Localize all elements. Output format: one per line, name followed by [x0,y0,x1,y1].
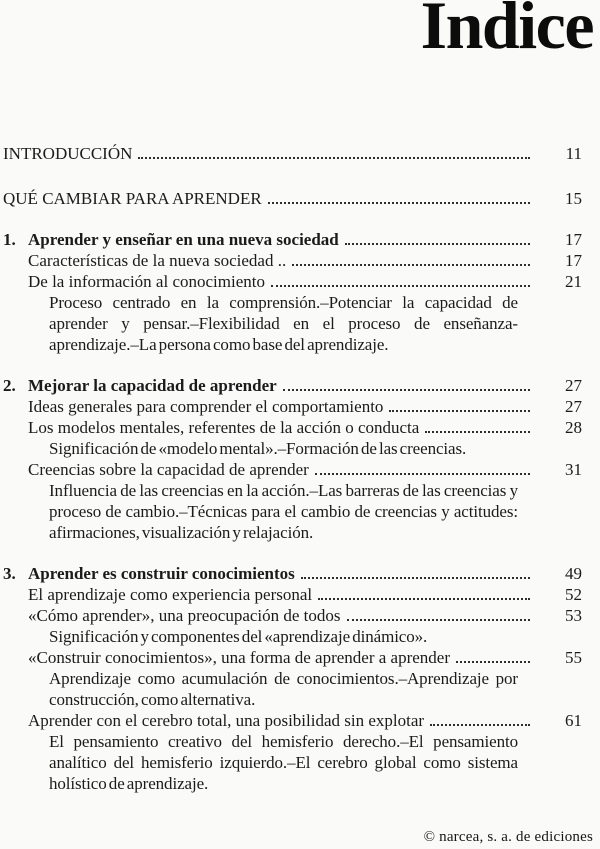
toc-page-number: 53 [565,606,582,625]
toc-entry [3,250,582,271]
toc-entry-label: Aprender es construir conocimientos [28,564,295,583]
toc-entry-label: Ideas generales para comprender el comportamiento [28,397,384,416]
toc-entry [3,229,582,250]
dotted-leader [283,389,530,391]
toc-entry-label: «Construir conocimientos», una forma de aprender a aprender [28,648,451,667]
toc-page-number: 61 [565,711,582,730]
page-title: Indice [420,0,593,63]
dotted-leader [347,619,530,621]
toc-entry-label: «Cómo aprender», una preocupación de todos [28,606,341,625]
dotted-leader [292,264,530,266]
toc-entry [3,480,518,543]
dotted-leader [456,661,530,663]
toc-entry-number: 2. [3,376,16,395]
toc-entry-label: Características de la nueva sociedad .. [28,251,287,270]
toc-entry [3,626,518,647]
toc-entry [3,417,582,438]
toc-entry [3,375,582,396]
toc-entry-label: El aprendizaje como experiencia personal [28,585,313,604]
toc-entry [3,668,518,710]
toc-page-number: 17 [565,251,582,270]
toc-entry-label: Significación y componentes del «aprendizaje dinámico». [49,627,428,646]
dotted-leader [301,577,530,579]
dotted-leader [268,202,530,204]
toc-page-number: 11 [565,144,582,163]
toc-page-number: 52 [565,585,582,604]
dotted-leader [430,724,530,726]
toc-page-number: 21 [565,272,582,291]
toc-entry [3,292,518,355]
toc-entry-number: 1. [3,230,16,249]
dotted-leader [389,410,530,412]
dotted-leader [345,243,530,245]
toc-entry [3,563,582,584]
toc-entry [3,459,582,480]
toc-entry-label: INTRODUCCIÓN [3,144,133,163]
dotted-leader [271,285,530,287]
publisher-credit: © narcea, s. a. de ediciones [423,829,593,845]
toc-entry-label: Proceso centrado en la comprensión.–Potenciar la capacidad de aprender y pensar.–Flexibilidad en el proceso de enseñanza-aprendizaje.–La persona como base del aprendizaje. [49,293,518,354]
toc-entry-label: De la información al conocimiento [28,272,265,291]
toc-page-number: 28 [565,418,582,437]
dotted-leader [138,157,530,159]
dotted-leader [425,431,530,433]
toc-entry [3,605,582,626]
toc-entry-label: Los modelos mentales, referentes de la acción o conducta [28,418,420,437]
toc-entry [3,731,518,794]
toc-page-number: 55 [565,648,582,667]
toc-entry [3,271,582,292]
toc-entry-label: El pensamiento creativo del hemisferio derecho.–El pensamiento analítico del hemisferio izquierdo.–El cerebro global como sistema holístico de aprendizaje. [49,732,518,793]
toc-entry [3,647,582,668]
toc-page-number: 27 [565,376,582,395]
toc-page-number: 49 [565,564,582,583]
toc-entry-label: Significación de «modelo mental».–Formación de las creencias. [49,439,467,458]
toc-page-number: 31 [565,460,582,479]
toc-page-number: 27 [565,397,582,416]
toc-entry-number: 3. [3,564,16,583]
toc-entry [3,438,518,459]
toc-entry-label: QUÉ CAMBIAR PARA APRENDER [3,189,262,208]
toc-entry [3,143,582,164]
toc-entry [3,396,582,417]
toc-entry [3,188,582,209]
toc-entry-label: Aprender y enseñar en una nueva sociedad [28,230,339,249]
toc-entry-label: Aprendizaje como acumulación de conocimientos.–Aprendizaje por construcción, como alternativa. [49,669,518,709]
toc-entry-label: Creencias sobre la capacidad de aprender [28,460,309,479]
toc-entry [3,710,582,731]
toc-entry-label: Aprender con el cerebro total, una posibilidad sin explotar [28,711,425,730]
table-of-contents [0,143,600,794]
toc-page-number: 15 [565,189,582,208]
toc-entry-label: Influencia de las creencias en la acción.–Las barreras de las creencias y proceso de cambio.–Técnicas para el cambio de creencias y actitudes: afirmaciones, visualización y relajación. [49,481,518,542]
toc-entry-label: Mejorar la capacidad de aprender [28,376,277,395]
dotted-leader [318,598,530,600]
toc-entry [3,584,582,605]
toc-page-number: 17 [565,230,582,249]
dotted-leader [315,473,530,475]
